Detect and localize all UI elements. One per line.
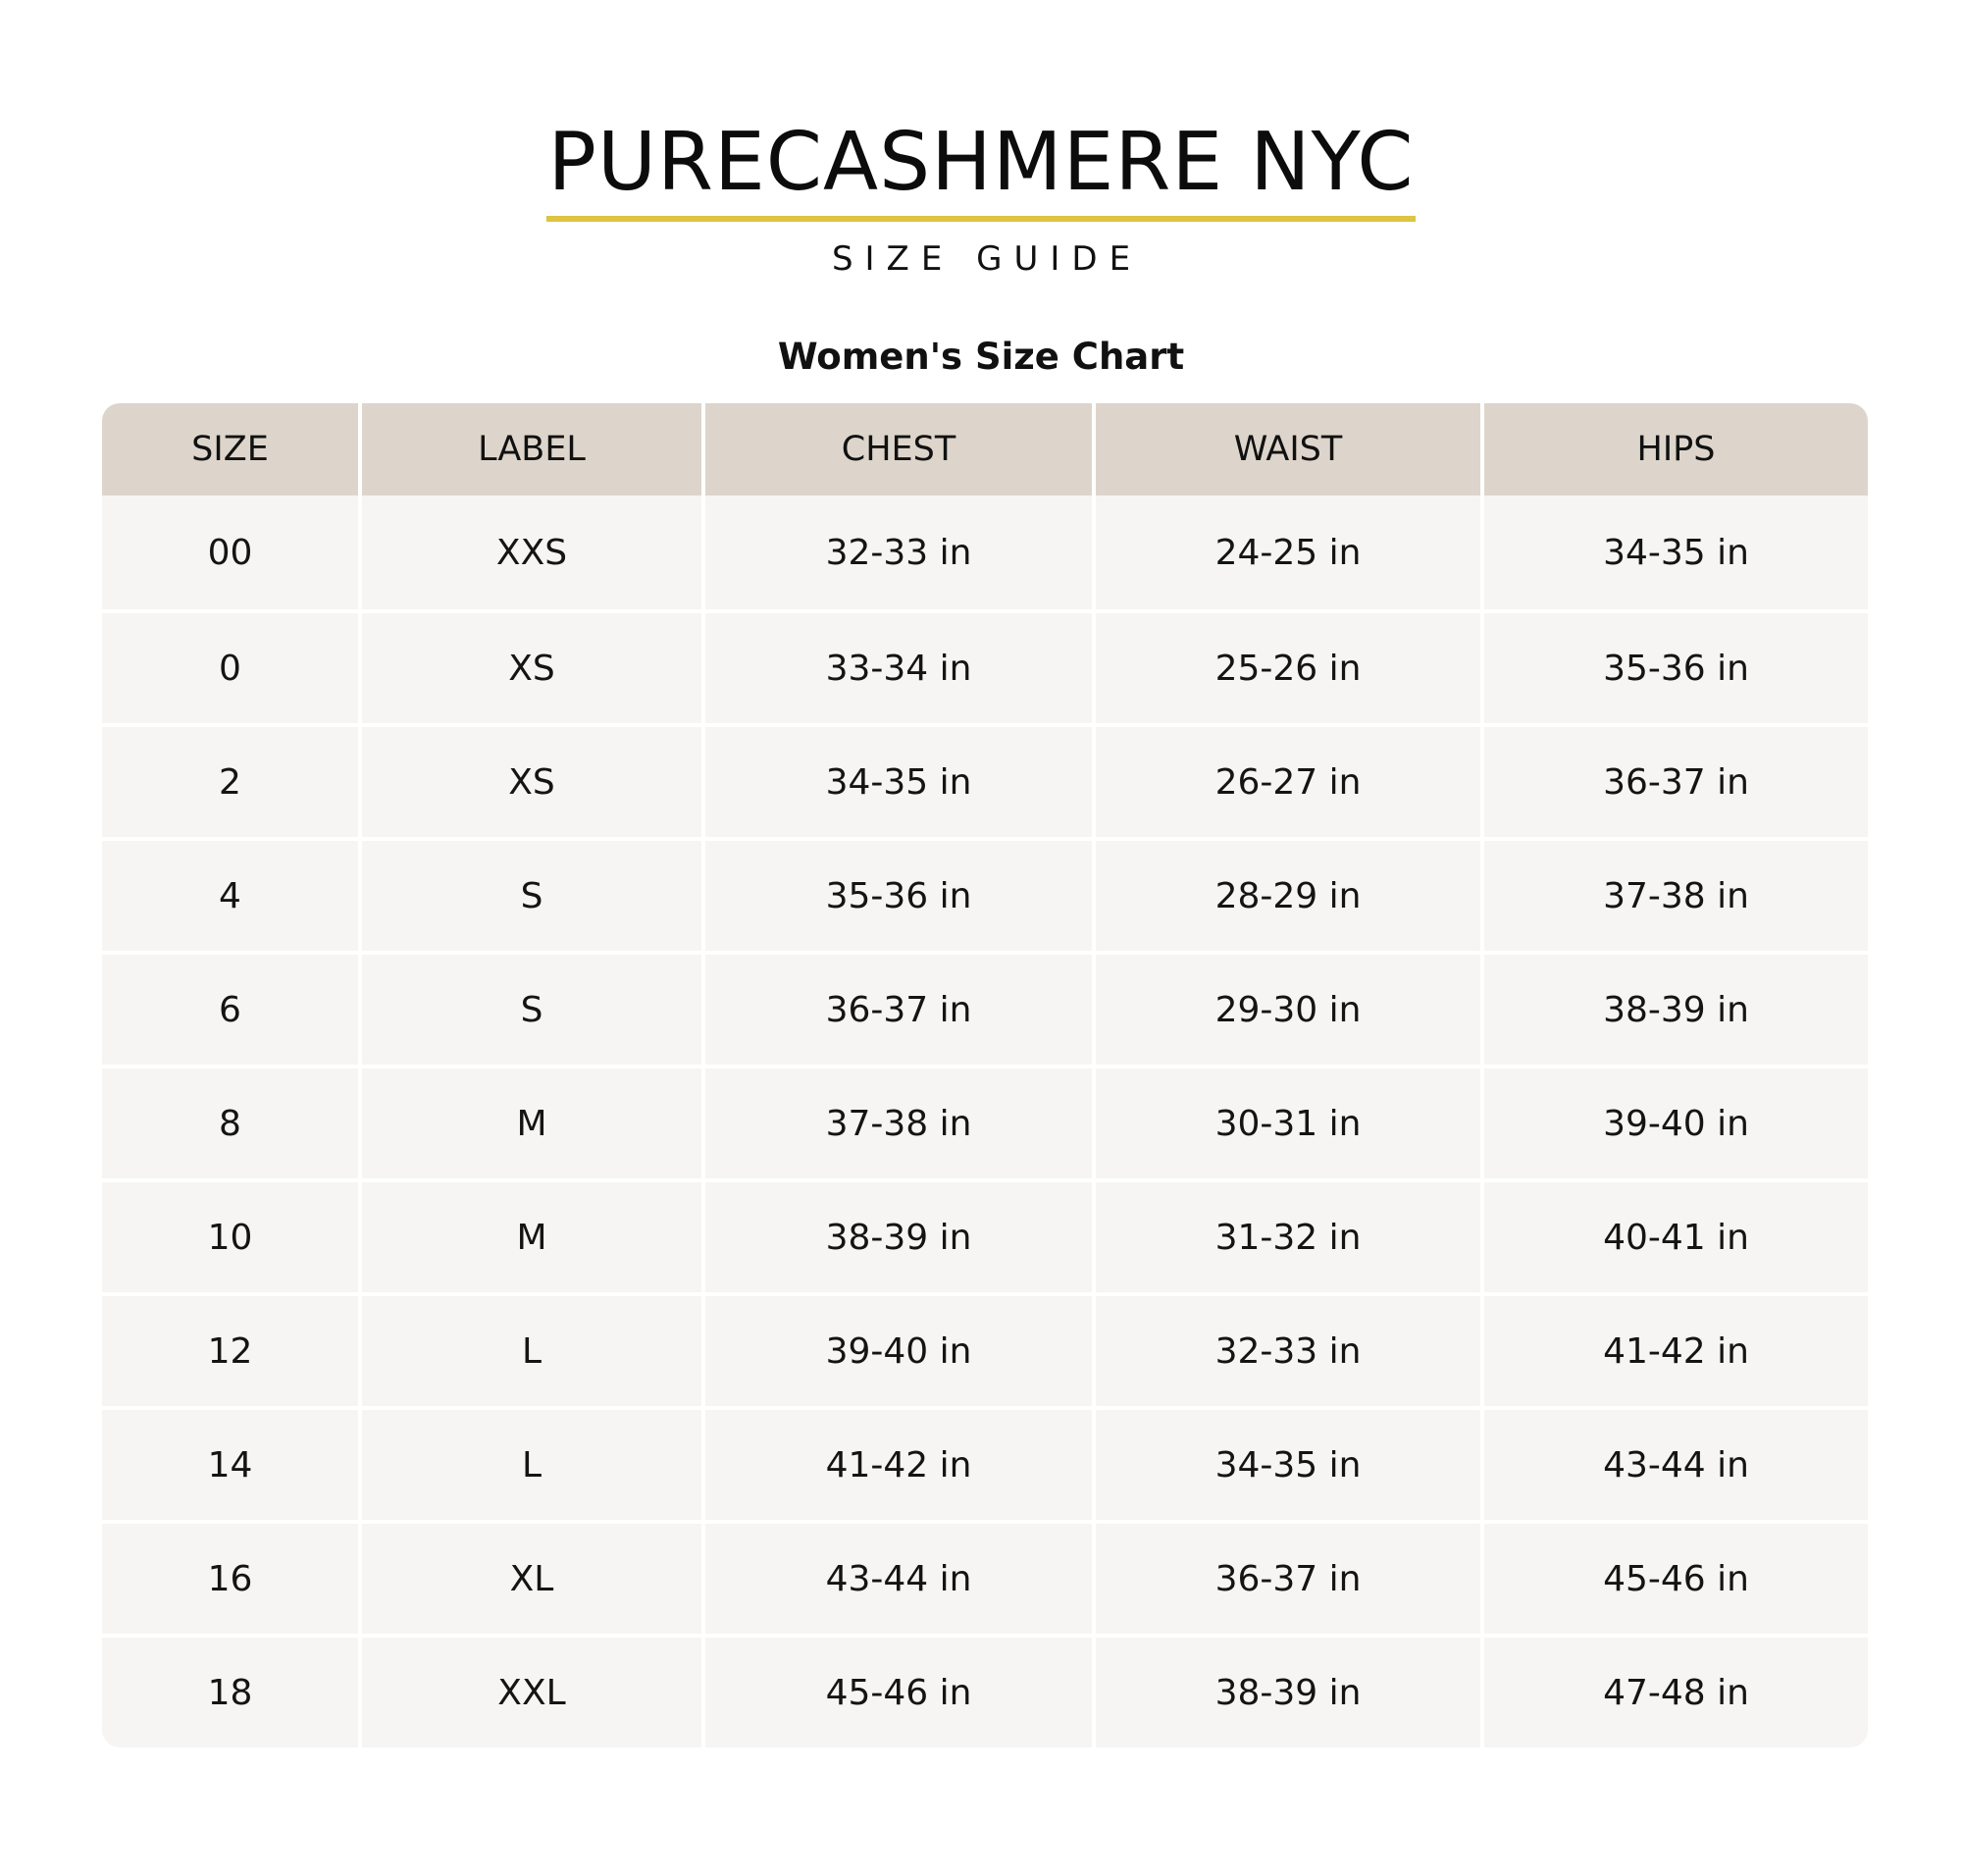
cell-chest: 33-34 in [705, 609, 1096, 723]
brand-header [0, 116, 1962, 222]
cell-waist: 29-30 in [1096, 951, 1484, 1065]
cell-chest: 41-42 in [705, 1406, 1096, 1520]
cell-waist: 25-26 in [1096, 609, 1484, 723]
cell-size: 12 [102, 1292, 362, 1406]
brand-title: PURECASHMERE NYC [546, 116, 1417, 222]
cell-label: L [362, 1406, 705, 1520]
table-body [102, 495, 1868, 1747]
cell-size: 16 [102, 1520, 362, 1634]
cell-label: XS [362, 723, 705, 837]
cell-size: 10 [102, 1178, 362, 1292]
cell-size: 6 [102, 951, 362, 1065]
cell-label: S [362, 951, 705, 1065]
cell-chest: 36-37 in [705, 951, 1096, 1065]
cell-label: S [362, 837, 705, 951]
column-header-chest: CHEST [705, 403, 1096, 495]
column-header-label: LABEL [362, 403, 705, 495]
cell-label: XXS [362, 495, 705, 609]
cell-hips: 40-41 in [1484, 1178, 1868, 1292]
table-row [102, 723, 1868, 837]
cell-chest: 39-40 in [705, 1292, 1096, 1406]
cell-waist: 36-37 in [1096, 1520, 1484, 1634]
cell-waist: 28-29 in [1096, 837, 1484, 951]
size-chart-title: Women's Size Chart [777, 336, 1185, 378]
cell-label: XS [362, 609, 705, 723]
cell-hips: 43-44 in [1484, 1406, 1868, 1520]
cell-chest: 45-46 in [705, 1634, 1096, 1747]
column-header-hips: HIPS [1484, 403, 1868, 495]
cell-hips: 34-35 in [1484, 495, 1868, 609]
cell-waist: 30-31 in [1096, 1065, 1484, 1178]
page-subtitle: SIZE GUIDE [831, 239, 1143, 279]
table-row [102, 1634, 1868, 1747]
cell-chest: 34-35 in [705, 723, 1096, 837]
cell-hips: 36-37 in [1484, 723, 1868, 837]
cell-chest: 43-44 in [705, 1520, 1096, 1634]
cell-waist: 32-33 in [1096, 1292, 1484, 1406]
table-row [102, 1520, 1868, 1634]
table-row [102, 951, 1868, 1065]
cell-waist: 31-32 in [1096, 1178, 1484, 1292]
cell-label: M [362, 1178, 705, 1292]
cell-waist: 24-25 in [1096, 495, 1484, 609]
table-row [102, 1406, 1868, 1520]
cell-waist: 34-35 in [1096, 1406, 1484, 1520]
cell-label: XXL [362, 1634, 705, 1747]
cell-size: 14 [102, 1406, 362, 1520]
cell-label: L [362, 1292, 705, 1406]
cell-chest: 38-39 in [705, 1178, 1096, 1292]
cell-size: 2 [102, 723, 362, 837]
cell-hips: 39-40 in [1484, 1065, 1868, 1178]
cell-hips: 35-36 in [1484, 609, 1868, 723]
column-header-size: SIZE [102, 403, 362, 495]
cell-chest: 35-36 in [705, 837, 1096, 951]
cell-size: 4 [102, 837, 362, 951]
cell-hips: 45-46 in [1484, 1520, 1868, 1634]
cell-size: 0 [102, 609, 362, 723]
table-header-row [102, 403, 1868, 495]
column-header-waist: WAIST [1096, 403, 1484, 495]
cell-size: 18 [102, 1634, 362, 1747]
cell-hips: 41-42 in [1484, 1292, 1868, 1406]
table-row [102, 1178, 1868, 1292]
cell-hips: 47-48 in [1484, 1634, 1868, 1747]
cell-label: XL [362, 1520, 705, 1634]
cell-hips: 37-38 in [1484, 837, 1868, 951]
cell-hips: 38-39 in [1484, 951, 1868, 1065]
size-chart-table [102, 403, 1868, 1747]
cell-size: 00 [102, 495, 362, 609]
cell-chest: 37-38 in [705, 1065, 1096, 1178]
cell-label: M [362, 1065, 705, 1178]
table-row [102, 1292, 1868, 1406]
cell-chest: 32-33 in [705, 495, 1096, 609]
table-row [102, 609, 1868, 723]
cell-size: 8 [102, 1065, 362, 1178]
table-row [102, 495, 1868, 609]
table-row [102, 1065, 1868, 1178]
cell-waist: 26-27 in [1096, 723, 1484, 837]
cell-waist: 38-39 in [1096, 1634, 1484, 1747]
table-row [102, 837, 1868, 951]
